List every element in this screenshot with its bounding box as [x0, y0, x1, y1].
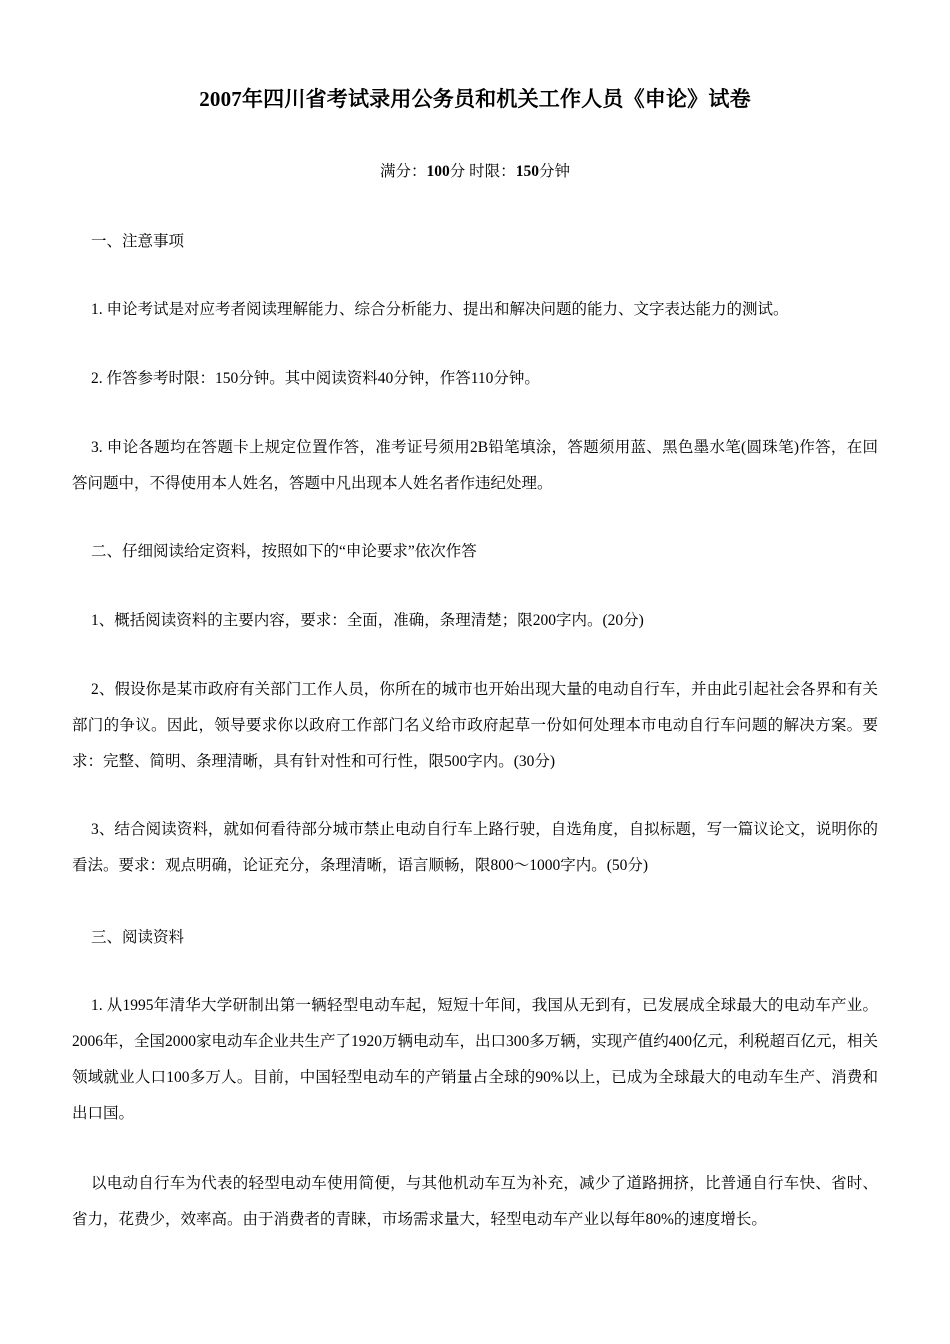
full-score-label: 满分：	[380, 163, 427, 180]
section-heading-requirements: 二、仔细阅读给定资料，按照如下的“申论要求”依次作答	[91, 543, 477, 560]
notes-item-2: 2. 作答参考时限：150分钟。其中阅读资料40分钟，作答110分钟。	[91, 370, 540, 387]
full-score-value: 100	[426, 163, 450, 180]
requirement-question-2: 2、假设你是某市政府有关部门工作人员，你所在的城市也开始出现大量的电动自行车，并由此引起社会各界和有关部门的争议。因此，领导要求你以政府工作部门名义给市政府起草一份如何处理本市电动自行车问题的解决方案。要求：完整、简明、条理清晰，具有针对性和可行性，限500字内。(30分)	[72, 681, 878, 770]
notes-item-3: 3. 申论各题均在答题卡上规定位置作答，准考证号须用2B铅笔填涂，答题须用蓝、黑色墨水笔(圆珠笔)作答，在回答问题中，不得使用本人姓名，答题中凡出现本人姓名者作违纪处理。	[72, 439, 878, 492]
time-limit-label: 分 时限：	[449, 163, 516, 180]
material-paragraph-2: 以电动自行车为代表的轻型电动车使用简便，与其他机动车互为补充，减少了道路拥挤，比普通自行车快、省时、省力，花费少，效率高。由于消费者的青睐，市场需求量大，轻型电动车产业以每年80%的速度增长。	[72, 1175, 878, 1228]
time-limit-unit: 分钟	[538, 163, 570, 180]
requirement-question-3: 3、结合阅读资料，就如何看待部分城市禁止电动自行车上路行驶，自选角度，自拟标题，写一篇议论文，说明你的看法。要求：观点明确，论证充分，条理清晰，语言顺畅，限800～1000字内。(50分)	[72, 821, 878, 874]
notes-item-1: 1. 申论考试是对应考者阅读理解能力、综合分析能力、提出和解决问题的能力、文字表达能力的测试。	[91, 301, 789, 318]
material-paragraph-1: 1. 从1995年清华大学研制出第一辆轻型电动车起，短短十年间，我国从无到有，已发展成全球最大的电动车产业。2006年，全国2000家电动车企业共生产了1920万辆电动车，出口300多万辆，实现产值约400亿元，利税超百亿元，相关领域就业人口100多万人。目前，中国轻型电动车的产销量占全球的90%以上，已成为全球最大的电动车生产、消费和出口国。	[72, 997, 879, 1122]
exam-info	[0, 160, 950, 184]
time-limit-value: 150	[515, 163, 539, 180]
document-title: 2007年四川省考试录用公务员和机关工作人员《申论》试卷	[199, 87, 751, 111]
section-heading-notes: 一、注意事项	[91, 233, 185, 250]
section-heading-materials: 三、阅读资料	[91, 929, 185, 946]
requirement-question-1: 1、概括阅读资料的主要内容，要求：全面，准确，条理清楚；限200字内。(20分)	[91, 612, 644, 629]
